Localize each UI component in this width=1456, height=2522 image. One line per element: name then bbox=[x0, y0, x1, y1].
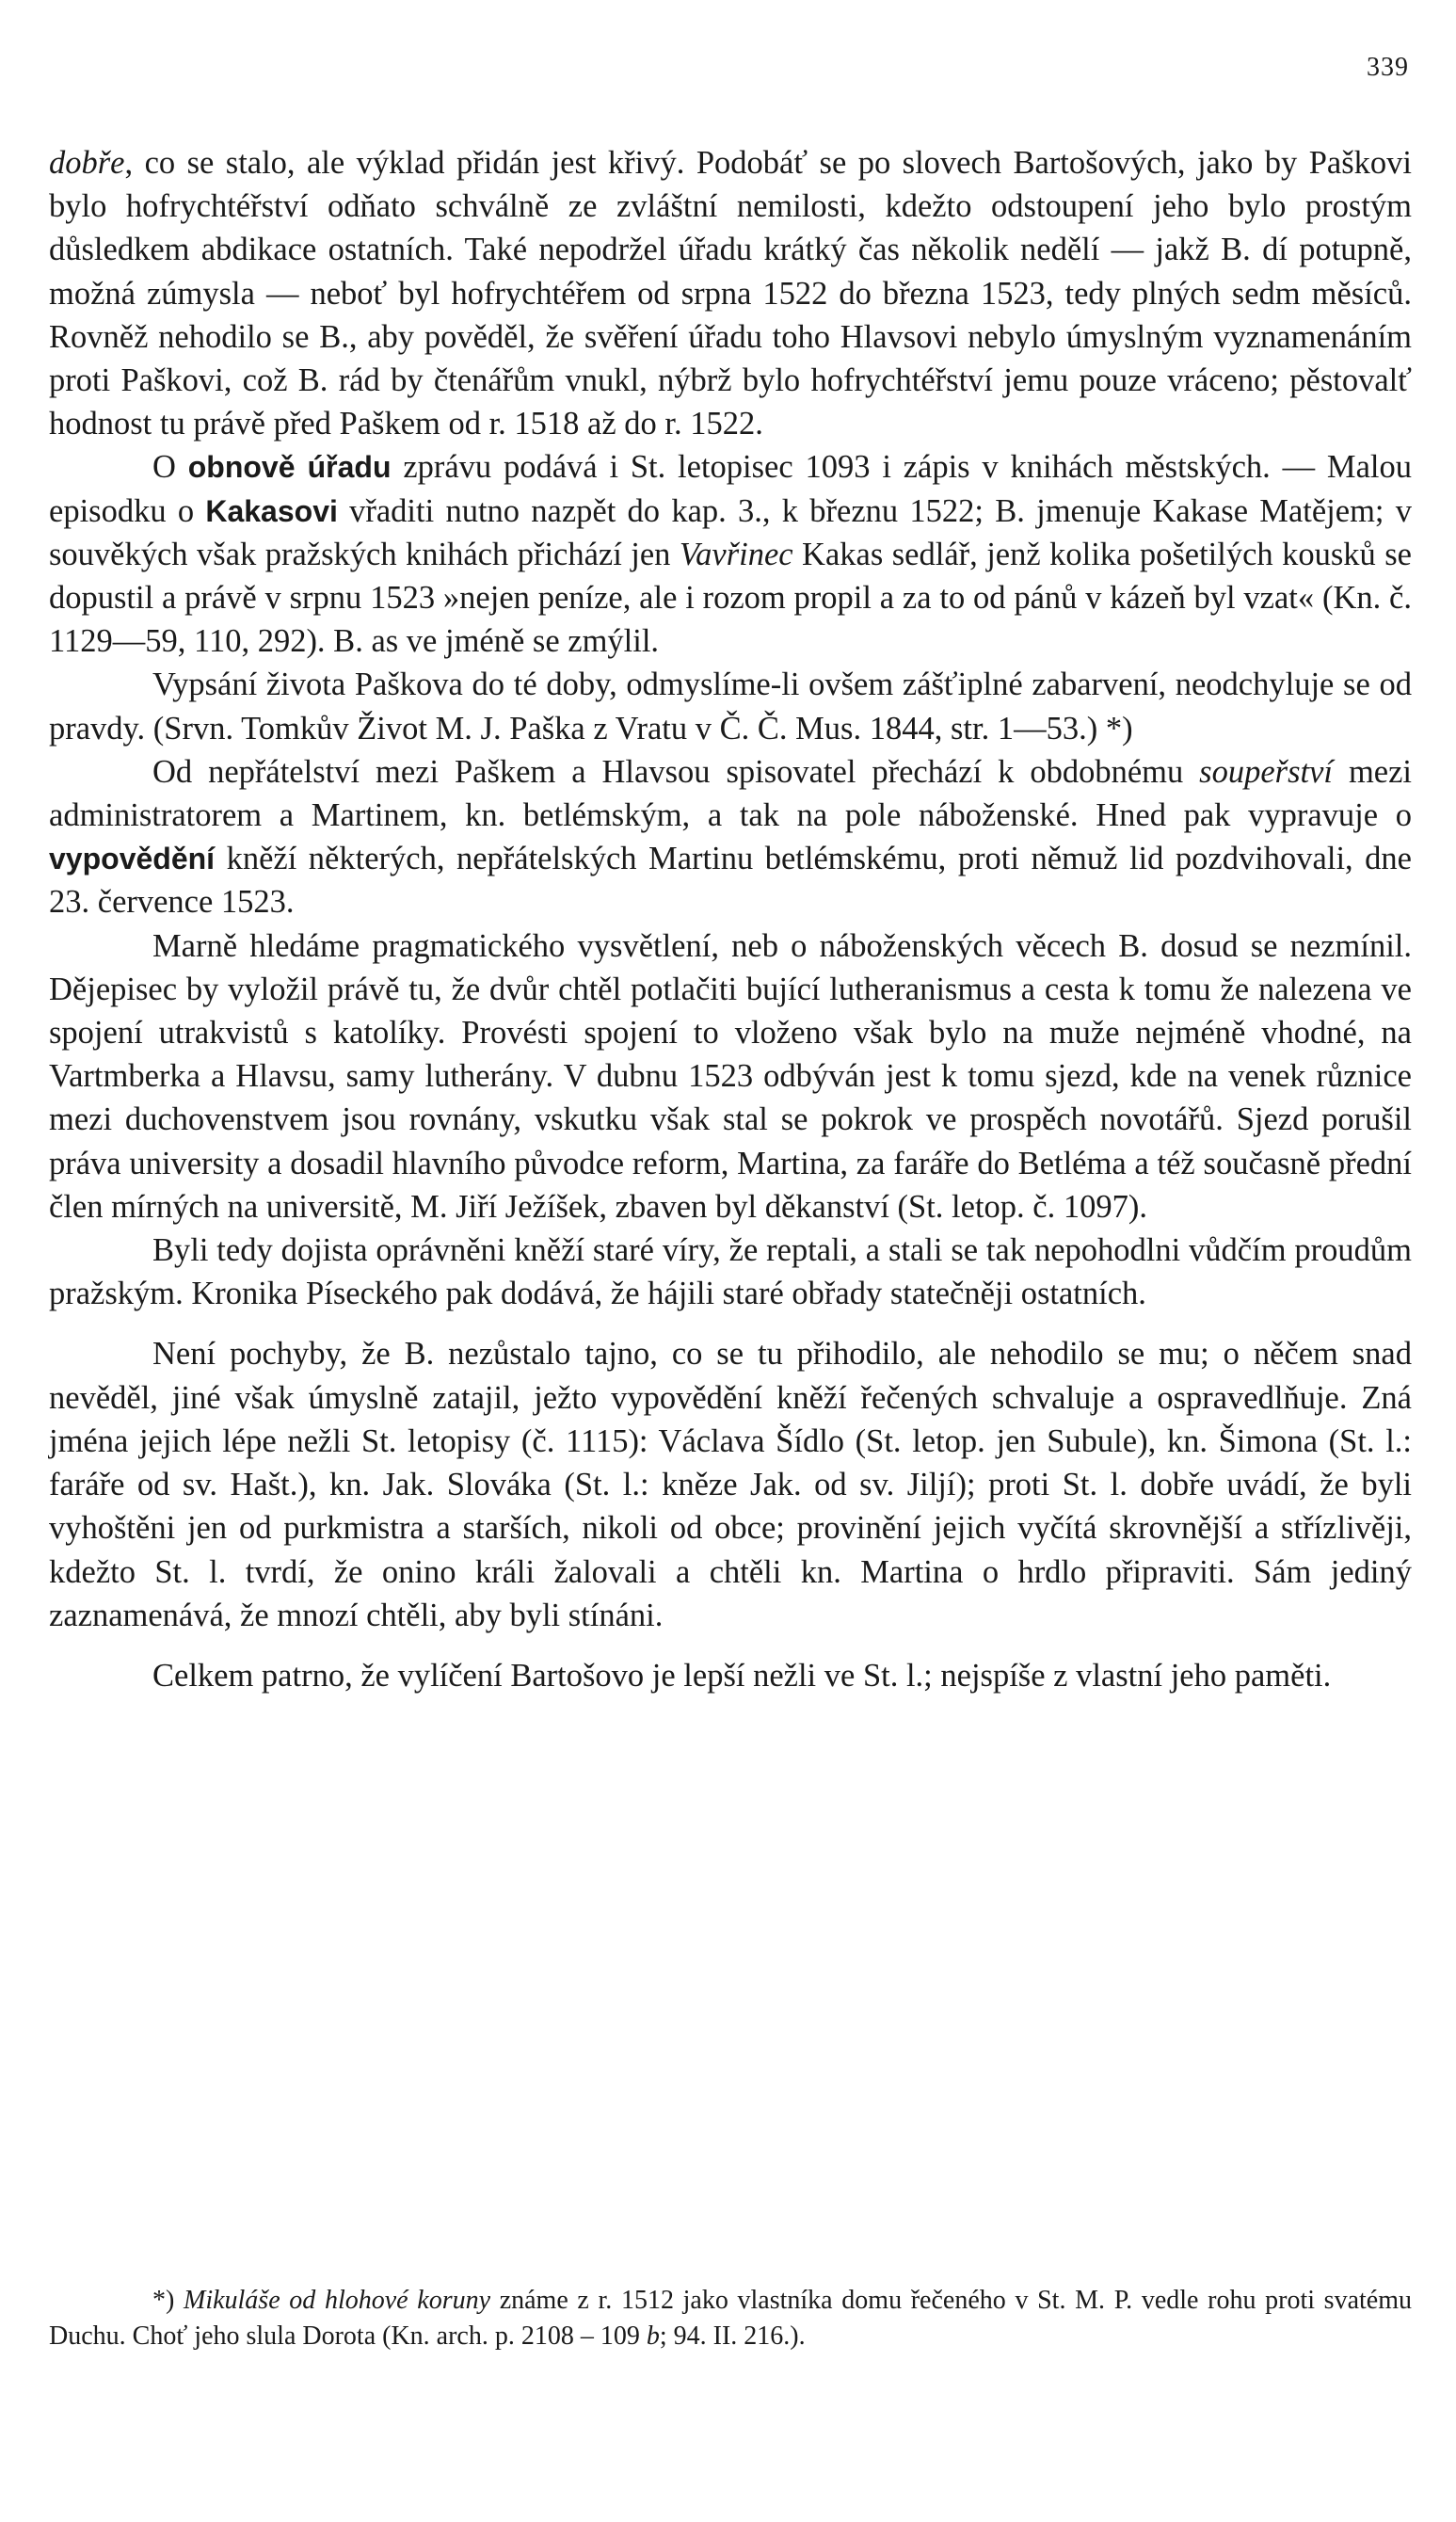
footnote-text bbox=[49, 2283, 1412, 2354]
text-run: mezi administratorem a Martinem, kn. betlémským, a tak na pole náboženské. Hned pak vypravuje o bbox=[49, 753, 1412, 834]
text-run: Marně hledáme pragmatického vysvětlení, neb o náboženských věcech B. dosud se nezmínil. Dějepisec by vyložil právě tu, že dvůr chtěl potlačiti bující lutheranismus a cesta k tomu že nalezena ve spojení utrakvistů s katolíky. Provésti spojení to vloženo však bylo na muže nejméně vhodné, na Vartmberka a Hlavsu, samy lutherány. V dubnu 1523 odbýván jest k tomu sjezd, kde na venek různice mezi duchovenstvem jsou rovnány, vskutku však stal se pokrok ve prospěch novotářů. Sjezd porušil práva university a dosadil hlavního původce reform, Martina, za faráře do Betléma a též současně přední člen mírných na universitě, M. Jiří Ježíšek, zbaven byl děkanství (St. letop. č. 1097). bbox=[49, 927, 1412, 1225]
text-run: Byli tedy dojista oprávněni kněží staré víry, že reptali, a stali se tak nepohodlni vůdčím proudům pražským. Kronika Píseckého pak dodává, že hájili staré obřady statečněji ostatních. bbox=[49, 1232, 1412, 1312]
text-run: známe z r. 1512 jako vlastníka domu řečeného v St. M. P. vedle rohu proti svatému Duchu. Choť jeho slula Dorota (Kn. arch. p. 2108 – 109 bbox=[49, 2286, 1412, 2351]
paragraph bbox=[49, 1654, 1412, 1697]
bold-term: Kakasovi bbox=[205, 493, 338, 528]
text-run: *) bbox=[152, 2286, 184, 2315]
text-run: Vypsání života Paškova do té doby, odmyslíme-li ovšem zášťiplné zabarvení, neodchyluje se od pravdy. (Srvn. Tomkův Život M. J. Paška z Vratu v Č. Č. Mus. 1844, str. 1—53.) *) bbox=[49, 667, 1412, 747]
text-run: Kakas sedlář, jenž kolika pošetilých kousků se dopustil a právě v srpnu 1523 »nejen peníze, ale i rozom propil a za to od pánů v kázeň byl vzat« (Kn. č. 1129—59, 110, 292). B. as ve jméně se zmýlil. bbox=[49, 536, 1412, 660]
italic-term: soupeřství bbox=[1199, 753, 1333, 790]
italic-term: dobře bbox=[49, 145, 125, 181]
italic-term: Vavřinec bbox=[679, 536, 793, 572]
footnote bbox=[49, 2283, 1412, 2354]
paragraph bbox=[49, 141, 1412, 445]
text-run: kněží některých, nepřátelských Martinu betlémskému, proti němuž lid pozdvihovali, dne 23. července 1523. bbox=[49, 841, 1412, 921]
text-run: zprávu podává i St. letopisec 1093 i zápis v knihách městských. — Malou episodku o bbox=[49, 449, 1413, 529]
paragraph bbox=[49, 445, 1412, 663]
italic-term: Mikuláše od hlohové koruny bbox=[184, 2286, 491, 2315]
bold-term: obnově úřadu bbox=[187, 450, 392, 485]
text-run: O bbox=[152, 449, 188, 486]
bold-term: vypovědění bbox=[49, 842, 216, 876]
paragraph bbox=[49, 924, 1412, 1229]
text-run: , co se stalo, ale výklad přidán jest křivý. Podobáť se po slovech Bartošových, jako by Paškovi bylo hofrychtéřství odňato schválně ze zvláštní nemilosti, kdežto odstoupení jeho bylo prostým důsledkem abdikace ostatních. Také nepodržel úřadu krátký čas několik nedělí — jakž B. dí potupně, možná zúmysla — neboť byl hofrychtéřem od srpna 1522 do března 1523, tedy plných sedm měsíců. Rovněž nehodilo se B., aby pověděl, že svěření úřadu toho Hlavsovi nebylo úmyslným vyznamenáním proti Paškovi, což B. rád by čtenářům vnukl, nýbrž bylo hofrychtéřství jemu pouze vráceno; pěstovalť hodnost tu právě před Paškem od r. 1518 až do r. 1522. bbox=[49, 145, 1412, 442]
text-run: Není pochyby, že B. nezůstalo tajno, co se tu přihodilo, ale nehodilo se mu; o něčem snad nevěděl, jiné však úmyslně zatajil, ježto vypovědění kněží řečených schvaluje a ospravedlňuje. Zná jména jejich lépe nežli St. letopisy (č. 1115): Václava Šídlo (St. letop. jen Subule), kn. Šimona (St. l.: faráře od sv. Hašt.), kn. Jak. Slováka (St. l.: kněze Jak. od sv. Jiljí); proti St. l. dobře uvádí, že byli vyhoštěni jen od purkmistra a starších, nikoli od obce; provinění jejich vyčítá skrovnější a střízlivěji, kdežto St. l. tvrdí, že onino králi žalovali a chtěli kn. Martina o hrdlo připraviti. Sám jediný zaznamenává, že mnozí chtěli, aby byli stínáni. bbox=[49, 1336, 1412, 1633]
paragraph bbox=[49, 1332, 1412, 1636]
page-number: 339 bbox=[1367, 53, 1409, 82]
paragraph bbox=[49, 1229, 1412, 1315]
text-run: vřaditi nutno nazpět do kap. 3., k březnu 1522; B. jmenuje Kakase Matějem; v souvěkých však pražských knihách přichází jen bbox=[49, 492, 1412, 572]
paragraph bbox=[49, 663, 1412, 749]
italic-term: b bbox=[646, 2321, 660, 2351]
text-run: ; 94. II. 216.). bbox=[659, 2321, 806, 2351]
body-text bbox=[49, 141, 1412, 1697]
paragraph bbox=[49, 750, 1412, 924]
text-run: Celkem patrno, že vylíčení Bartošovo je lepší nežli ve St. l.; nejspíše z vlastní jeho paměti. bbox=[152, 1657, 1332, 1694]
text-run: Od nepřátelství mezi Paškem a Hlavsou spisovatel přechází k obdobnému bbox=[152, 753, 1200, 790]
